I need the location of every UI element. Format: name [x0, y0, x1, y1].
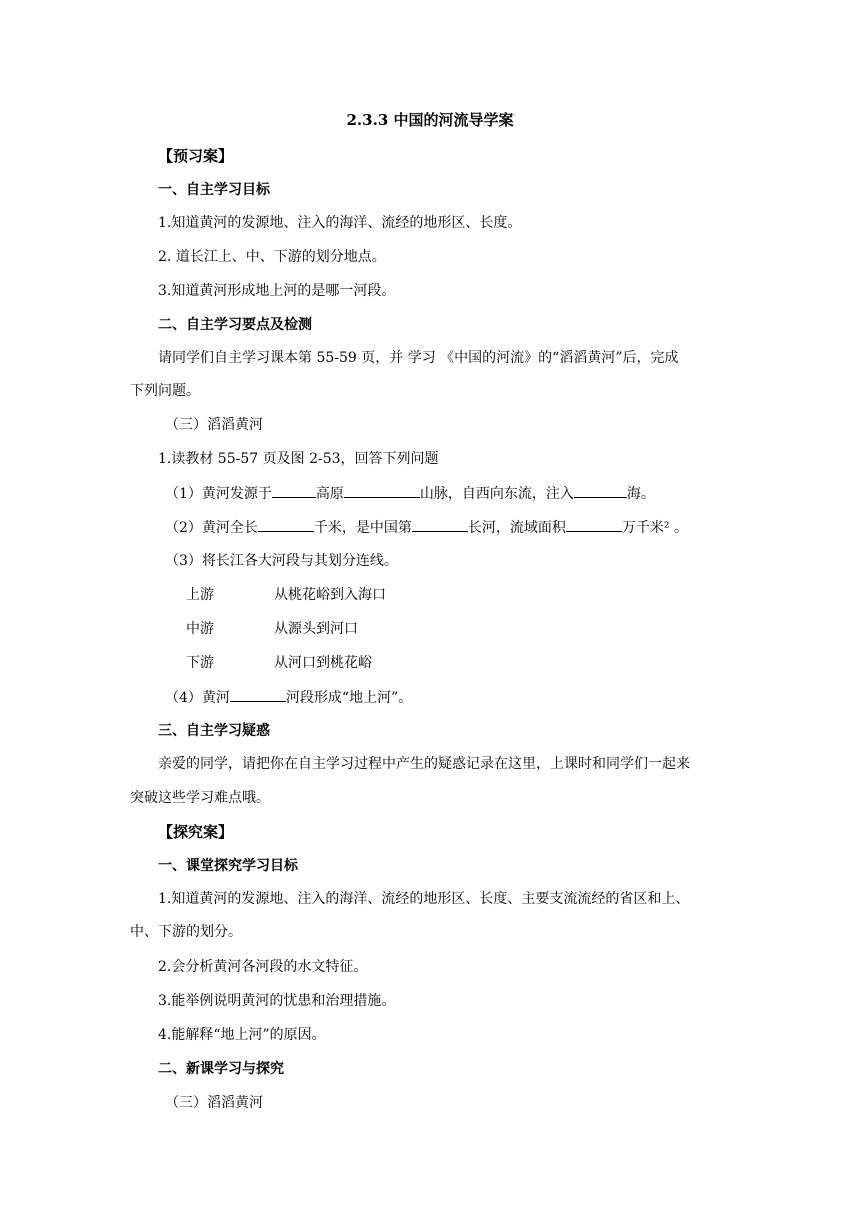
answer-blank-length[interactable]: [258, 517, 314, 532]
question-1-intro: 1.读教材 55-57 页及图 2-53，回答下列问题: [158, 451, 439, 467]
match-right-1[interactable]: 从桃花峪到入海口: [274, 587, 386, 603]
question-1-1: [165, 483, 655, 504]
class-goal-2: 2.会分析黄河各河段的水文特征。: [158, 959, 368, 975]
question-1-1-text-d: 海。: [626, 486, 655, 502]
class-goal-4: 4.能解释“地上河”的原因。: [158, 1027, 326, 1043]
doubts-paragraph-line-2: 突破这些学习难点哦。: [130, 790, 270, 806]
question-1-1-text-a: （1）黄河发源于: [165, 486, 272, 502]
new-lesson-heading: 二、新课学习与探究: [158, 1061, 284, 1077]
self-study-doubts-heading: 三、自主学习疑惑: [158, 723, 270, 739]
question-1-1-text-c: 山脉，自西向东流，注入: [419, 486, 574, 502]
doubts-paragraph-line-1: 亲爱的同学，请把你在自主学习过程中产生的疑惑记录在这里，上课时和同学们一起来: [158, 756, 690, 772]
preview-section-header: 【预习案】: [158, 147, 234, 165]
question-1-2-text-c: 长河，流域面积: [467, 520, 566, 536]
class-goal-1-line-2: 中、下游的划分。: [130, 924, 242, 940]
match-right-3[interactable]: 从河口到桃花峪: [274, 655, 372, 671]
answer-blank-source-plateau[interactable]: [272, 483, 316, 498]
intro-paragraph-line-2: 下列问题。: [130, 383, 200, 399]
answer-blank-section[interactable]: [230, 687, 286, 702]
class-goal-1-line-1: 1.知道黄河的发源地、注入的海洋、流经的地形区、长度、主要支流流经的省区和上、: [158, 891, 690, 907]
question-1-4-text-a: （4）黄河: [165, 690, 230, 706]
question-1-4: [165, 687, 412, 708]
answer-blank-mountain[interactable]: [344, 483, 420, 498]
question-1-2-text-b: 千米，是中国第: [313, 520, 412, 536]
class-goal-3: 3.能举例说明黄河的忧患和治理措施。: [158, 993, 396, 1009]
intro-paragraph-line-1: 请同学们自主学习课本第 55-59 页，并 学习 《中国的河流》的“滔滔黄河”后，完成: [158, 350, 679, 366]
match-left-upper[interactable]: 上游: [186, 587, 214, 603]
answer-blank-area[interactable]: [566, 517, 622, 532]
match-right-2[interactable]: 从源头到河口: [274, 621, 358, 637]
class-goals-heading: 一、课堂探究学习目标: [158, 858, 298, 874]
question-1-2-text-a: （2）黄河全长: [165, 520, 258, 536]
match-left-lower[interactable]: 下游: [186, 655, 214, 671]
question-1-2: [165, 517, 688, 538]
goal-item-1: 1.知道黄河的发源地、注入的海洋、流经的地形区、长度。: [158, 215, 522, 231]
self-study-goals-heading: 一、自主学习目标: [158, 182, 270, 198]
answer-blank-sea[interactable]: [574, 483, 627, 498]
new-lesson-subsection: （三）滔滔黄河: [165, 1095, 263, 1111]
explore-section-header: 【探究案】: [158, 823, 234, 841]
question-1-1-text-b: 高原: [315, 486, 344, 502]
goal-item-3: 3.知道黄河形成地上河的是哪一河段。: [158, 283, 396, 299]
self-study-points-heading: 二、自主学习要点及检测: [158, 317, 312, 333]
question-1-4-text-b: 河段形成“地上河”。: [285, 690, 413, 706]
question-1-2-text-d: 万千米² 。: [621, 520, 688, 536]
question-1-3: （3）将长江各大河段与其划分连线。: [165, 553, 398, 569]
match-left-middle[interactable]: 中游: [186, 621, 214, 637]
page-title: 2.3.3 中国的河流导学案: [346, 111, 514, 129]
goal-item-2: 2. 道长江上、中、下游的划分地点。: [158, 249, 386, 265]
subsection-yellow-river: （三）滔滔黄河: [165, 417, 263, 433]
answer-blank-rank[interactable]: [412, 517, 468, 532]
